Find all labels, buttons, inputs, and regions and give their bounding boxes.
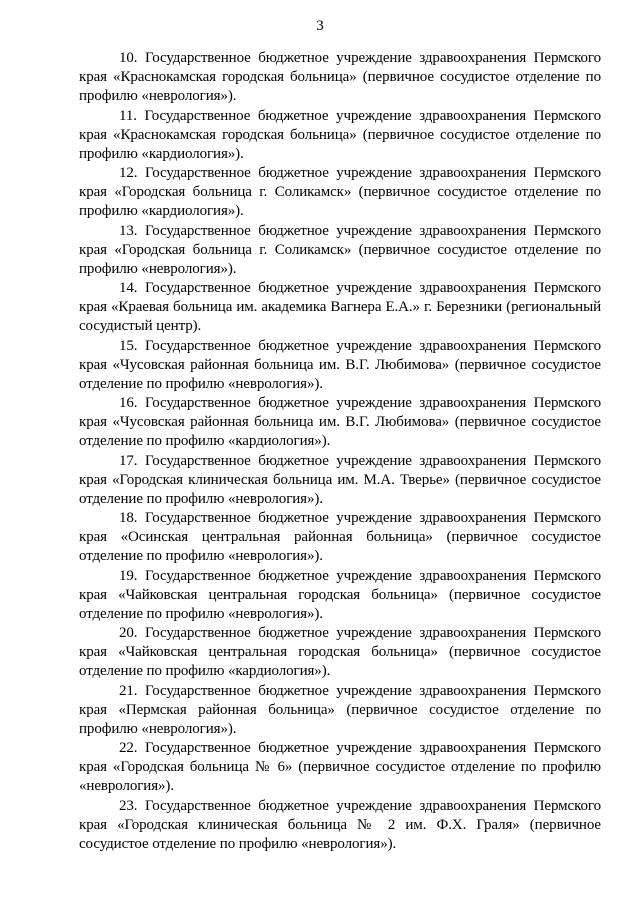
list-item: 17. Государственное бюджетное учреждение здравоохранения Пермского края «Городская клиническая больница им. М.А. Тверье» (первичное сосудистое отделение по профилю «неврология»).	[79, 452, 601, 507]
list-item: 18. Государственное бюджетное учреждение здравоохранения Пермского края «Осинская центральная районная больница» (первичное сосудистое отделение по профилю «неврология»).	[79, 510, 601, 564]
list-item: 14. Государственное бюджетное учреждение здравоохранения Пермского края «Краевая больница им. академика Вагнера Е.А.» г. Березники (региональный сосудистый центр).	[79, 280, 601, 334]
list-item: 23. Государственное бюджетное учреждение здравоохранения Пермского края «Городская клиническая больница № 2 им. Ф.Х. Граля» (первичное сосудистое отделение по профилю «неврология»).	[79, 797, 601, 852]
list-item: 10. Государственное бюджетное учреждение здравоохранения Пермского края «Краснокамская городская больница» (первичное сосудистое отделение по профилю «неврология»).	[79, 50, 601, 104]
list-item: 20. Государственное бюджетное учреждение здравоохранения Пермского края «Чайковская центральная городская больница» (первичное сосудистое отделение по профилю «кардиология»).	[79, 625, 601, 679]
list-item: 21. Государственное бюджетное учреждение здравоохранения Пермского края «Пермская районная больница» (первичное сосудистое отделение по профилю «неврология»).	[79, 682, 601, 737]
page-number: 3	[316, 18, 324, 34]
list-item: 22. Государственное бюджетное учреждение здравоохранения Пермского края «Городская больница № 6» (первичное сосудистое отделение по профилю «неврология»).	[79, 740, 601, 794]
list-item: 13. Государственное бюджетное учреждение здравоохранения Пермского края «Городская больница г. Соликамск» (первичное сосудистое отделение по профилю «неврология»).	[79, 222, 601, 277]
hospital-list	[79, 49, 601, 854]
list-item: 12. Государственное бюджетное учреждение здравоохранения Пермского края «Городская больница г. Соликамск» (первичное сосудистое отделение по профилю «кардиология»).	[79, 165, 601, 219]
list-item: 15. Государственное бюджетное учреждение здравоохранения Пермского края «Чусовская районная больница им. В.Г. Любимова» (первичное сосудистое отделение по профилю «неврология»).	[79, 337, 601, 392]
list-item: 16. Государственное бюджетное учреждение здравоохранения Пермского края «Чусовская районная больница им. В.Г. Любимова» (первичное сосудистое отделение по профилю «кардиология»).	[79, 395, 601, 449]
list-item: 11. Государственное бюджетное учреждение здравоохранения Пермского края «Краснокамская городская больница» (первичное сосудистое отделение по профилю «кардиология»).	[79, 107, 601, 162]
list-item: 19. Государственное бюджетное учреждение здравоохранения Пермского края «Чайковская центральная городская больница» (первичное сосудистое отделение по профилю «неврология»).	[79, 567, 601, 622]
